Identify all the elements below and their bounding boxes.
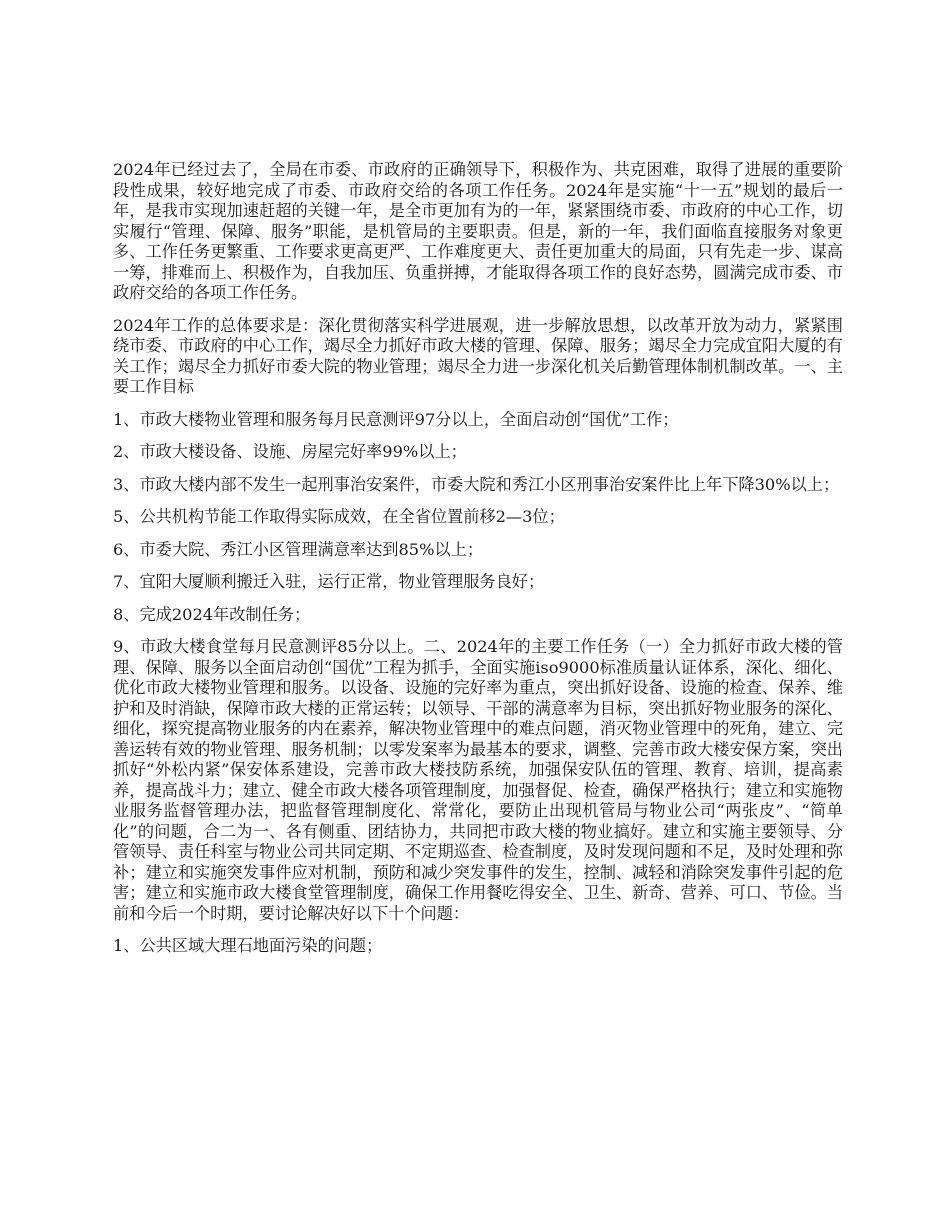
paragraph-issue-1: 1、公共区域大理石地面污染的问题；	[113, 936, 383, 955]
paragraph-goal-5: 5、公共机构节能工作取得实际成效，在全省位置前移2—3位；	[113, 507, 565, 526]
paragraph-goal-7: 7、宜阳大厦顺利搬迁入驻，运行正常，物业管理服务良好；	[113, 572, 545, 591]
paragraph-overall-requirements: 2024年工作的总体要求是：深化贯彻落实科学进展观，进一步解放思想，以改革开放为动力，紧紧围绕市委、市政府的中心工作，竭尽全力抓好市政大楼的管理、保障、服务；竭尽全力完成宜阳大厦的有关工作；竭尽全力抓好市委大院的物业管理；竭尽全力进一步深化机关后勤管理体制机制改革。一、主要工作目标	[113, 315, 843, 396]
paragraph-goal-6: 6、市委大院、秀江小区管理满意率达到85%以上；	[113, 539, 484, 559]
paragraph-goal-9-and-tasks: 9、市政大楼食堂每月民意测评85分以上。二、2024年的主要工作任务（一）全力抓好市政大楼的管理、保障、服务以全面启动创“国优”工程为抓手，全面实施iso9000标准质量认证体系，深化、细化、优化市政大楼物业管理和服务。以设备、设施的完好率为重点，突出抓好设备、设施的检查、保养、维护和及时消缺，保障市政大楼的正常运转；以领导、干部的满意率为目标，突出抓好物业服务的深化、细化，探究提高物业服务的内在素养，解决物业管理中的难点问题，消灭物业管理中的死角，建立、完善运转有效的物业管理、服务机制；以零发案率为最基本的要求，调整、完善市政大楼安保方案，突出抓好“外松内紧”保安体系建设，完善市政大楼技防系统，加强保安队伍的管理、教育、培训，提高素养，提高战斗力；建立、健全市政大楼各项管理制度，加强督促、检查，确保严格执行；建立和实施物业服务监督管理办法，把监督管理制度化、常常化，要防止出现机管局与物业公司“两张皮”、“简单化”的问题，合二为一、各有侧重、团结协力，共同把市政大楼的物业搞好。建立和实施主要领导、分管领导、责任科室与物业公司共同定期、不定期巡查、检查制度，及时发现问题和不足，及时处理和弥补；建立和实施突发事件应对机制，预防和减少突发事件的发生，控制、减轻和消除突发事件引起的危害；建立和实施市政大楼食堂管理制度，确保工作用餐吃得安全、卫生、新奇、营养、可口、节俭。当前和今后一个时期，要讨论解决好以下十个问题：	[113, 637, 843, 923]
paragraph-goal-1: 1、市政大楼物业管理和服务每月民意测评97分以上，全面启动创“国优”工作；	[113, 409, 679, 429]
paragraph-goal-2: 2、市政大楼设备、设施、房屋完好率99%以上；	[113, 442, 467, 461]
paragraph-goal-8: 8、完成2024年改制任务；	[113, 604, 311, 624]
document-body	[113, 160, 843, 969]
paragraph-goal-3: 3、市政大楼内部不发生一起刑事治安案件，市委大院和秀江小区刑事治安案件比上年下降30%以上；	[113, 474, 840, 494]
paragraph-intro: 2024年已经过去了，全局在市委、市政府的正确领导下，积极作为、共克困难，取得了进展的重要阶段性成果，较好地完成了市委、市政府交给的各项工作任务。2024年是实施“十一五”规划的最后一年，是我市实现加速赶超的关键一年，是全市更加有为的一年，紧紧围绕市委、市政府的中心工作，切实履行“管理、保障、服务”职能，是机管局的主要职责。但是，新的一年，我们面临直接服务对象更多、工作任务更繁重、工作要求更高更严、工作难度更大、责任更加重大的局面，只有先走一步、谋高一筹，排难而上、积极作为，自我加压、负重拼搏，才能取得各项工作的良好态势，圆满完成市委、市政府交给的各项工作任务。	[113, 160, 843, 302]
